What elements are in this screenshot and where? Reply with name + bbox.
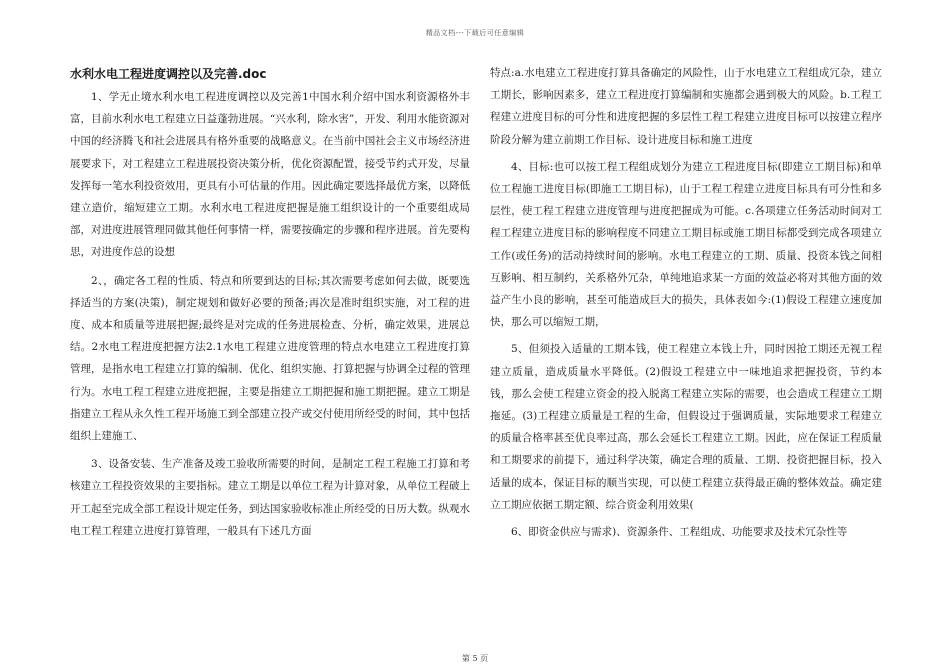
document-title: 水利水电工程进度调控以及完善.doc [70,67,267,81]
paragraph-3-continued: 特点:a.水电建立工程进度打算具备确定的风险性，山于水电建立工程组成冗杂，建立工期长，影响因素多，建立工程进度打算编制和实施都会遇到极大的风险。b.工程工程建立进度目标的可分性和进度把握的多层性工程工程建立进度目标可以按建立程序阶段分解为建立前期工作目标、设计进度目标和施工进度 [490,67,882,146]
paragraph-1: 1、学无止境水利水电工程进度调控以及完善1中国水利介绍中国水利资源格外丰富，目前水利水电工程建立日益蓬勃进展。“兴水利，除水害”，开发、利用水能资源对中国的经济腾飞和社会进展具有格外重要的战略意义。在当前中国社会主义市场经济进展要求下，对工程建立工程进展投资决策分析，优化资源配置，接受节约式开发，尽量发挥每一笔水利投资效用，更具有小可估量的作用。因此确定要选择最优方案，以降低建立造价，缩短建立工期。水利水电工程进度把握是施工组织设计的一个重要组成局部，对进度进展管理同做其他任何事情一样，需要按确定的步骤和程序进展。首先要构思，对进度作总的设想 [70,91,470,259]
page-number: 第 5 页 [461,654,489,663]
paragraph-4: 4、目标:也可以按工程工程组成划分为建立工程进度目标(即建立工期目标)和单位工程施工进度目标(即施工工期目标)，山于工程工程建立进度目标具有可分性和多层性，使工程工程建立进度管理与进度把握成为可能。c.各项建立任务活动时间对工程工程建立进度目标的影响程度不同建立工期目标或施工期目标都受到完成各项建立工作(或任务)的活动持续时间的影响。水电工程建立的工期、质量、投资本钱之间相互影响、相互制约，关系格外冗杂，单纯地追求某一方面的效益必将对其他方面的效益产生小良的影响，甚至可能造成巨大的损失，具体表如今:(1)假设工程建立速度加快，那么可以缩短工期， [490,160,882,329]
left-column [70,62,470,548]
page-header: 精品文档---下载后可任意编辑 [425,29,525,37]
paragraph-6: 6、即资金供应与需求)、资源条件、工程组成、功能要求及技术冗杂性等 [511,526,848,539]
paragraph-2: 2、，确定各工程的性质、特点和所要到达的目标;其次需要考虑如何去做，既要选择适当的方案(决策)，制定规划和做好必要的预备;再次是准时组织实施，对工程的进度、成本和质量等进展把握;最终是对完成的任务进展检查、分析，确定效果，进展总结。2水电工程进度把握方法2.1水电工程建立进度管理的特点水电建立工程进度打算管理，是指水电工程建立打算的编制、优化、组织实施、打算把握与协调全过程的管理行为。水电工程工程建立进度把握，主要是指建立工期把握和施工期把握。建立工期是指建立工程从永久性工程开场施工到全部建立投产或交付使用所经受的时间，其中包括组织上建施工、 [70,274,470,443]
right-column [490,62,882,548]
paragraph-5: 5、但须投入适量的工期本钱，使工程建立本钱上升，同时因抢工期还无视工程建立质量，造成质量水平降低。(2)假设工程建立中一味地追求把握投资，节约本钱，那么会使工程建立资金的投入脱离工程建立实际的需要，也会造成工程建立工期拖延。(3)工程建立质量是工程的生命，但假设过于强调质量，实际地要求工程建立的质量合格率甚至优良率过高，那么会延长工程建立工期。因此，应在保证工程质量和工期要求的前提下，通过科学决策，确定合理的质量、工期、投资把握目标，投入适量的成本，保证目标的顺当实现，可以使工程建立获得最正确的整体效益。确定建立工期应依据工期定额、综合资金利用效果( [490,343,882,511]
paragraph-3: 3、设备安装、生产准备及竣工验收所需要的时间，是制定工程工程施工打算和考核建立工程投资效果的主要指标。建立工期是以单位工程为计算对象，从单位工程破上开工起至完成全部工程设计规定任务，到达国家验收标准止所经受的日历大数。纵观水电工程工程建立进度打算管理，一般具有下述几方面 [70,458,470,537]
